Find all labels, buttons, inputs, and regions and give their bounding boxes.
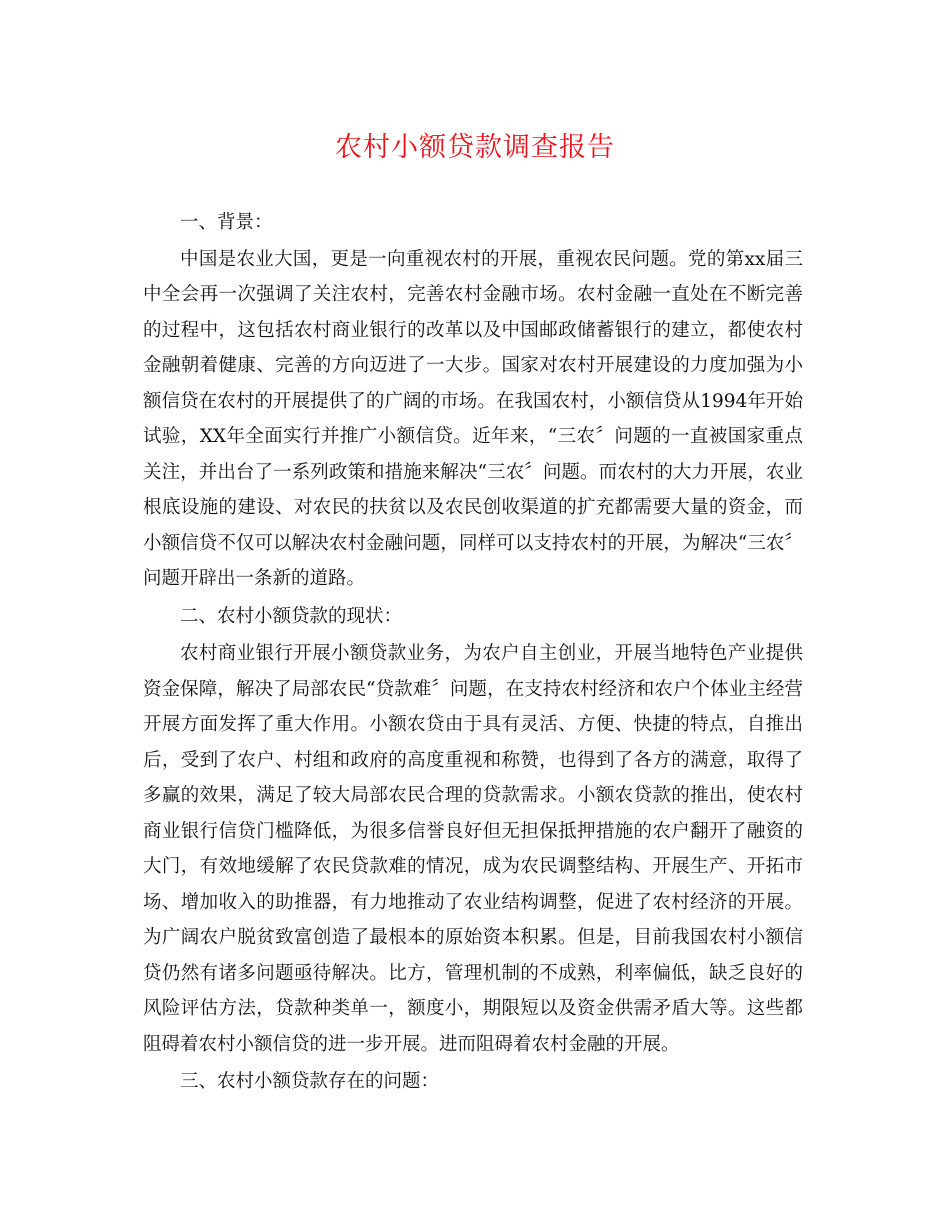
section-heading-background: 一、背景： <box>180 212 273 233</box>
paragraph-status: 农村商业银行开展小额贷款业务，为农户自主创业，开展当地特色产业提供资金保障，解决了局部农民“贷款难〞问题，在支持农村经济和农户个体业主经营开展方面发挥了重大作用。小额农贷由于具有灵活、方便、快捷的特点，自推出后，受到了农户、村组和政府的高度重视和称赞，也得到了各方的满意，取得了多赢的效果，满足了较大局部农民合理的贷款需求。小额农贷款的推出，使农村商业银行信贷门槛降低，为很多信誉良好但无担保抵押措施的农户翻开了融资的大门，有效地缓解了农民贷款难的情况，成为农民调整结构、开展生产、开拓市场、增加收入的助推器，有力地推动了农业结构调整，促进了农村经济的开展。为广阔农户脱贫致富创造了最根本的原始资本积累。但是，目前我国农村小额信贷仍然有诸多问题亟待解决。比方，管理机制的不成熟，利率偏低，缺乏良好的风险评估方法，贷款种类单一，额度小，期限短以及资金供需矛盾大等。这些都阻碍着农村小额信贷的进一步开展。进而阻碍着农村金融的开展。 <box>143 643 803 1055</box>
document-title: 农村小额贷款调查报告 <box>335 132 615 163</box>
section-heading-problems: 三、农村小额贷款存在的问题： <box>180 1071 440 1092</box>
section-heading-status: 二、农村小额贷款的现状： <box>180 605 403 627</box>
document-body <box>143 205 803 1100</box>
paragraph-background: 中国是农业大国，更是一向重视农村的开展，重视农民问题。党的第xx届三中全会再一次强调了关注农村，完善农村金融市场。农村金融一直处在不断完善的过程中，这包括农村商业银行的改革以及中国邮政储蓄银行的建立，都使农村金融朝着健康、完善的方向迈进了一大步。国家对农村开展建设的力度加强为小额信贷在农村的开展提供了的广阔的市场。在我国农村，小额信贷从1994年开始试验，XX年全面实行并推广小额信贷。近年来，“三农〞问题的一直被国家重点关注，并出台了一系列政策和措施来解决“三农〞问题。而农村的大力开展，农业根底设施的建设、对农民的扶贫以及农民创收渠道的扩充都需要大量的资金，而小额信贷不仅可以解决农村金融问题，同样可以支持农村的开展，为解决“三农〞问题开辟出一条新的道路。 <box>143 248 803 589</box>
